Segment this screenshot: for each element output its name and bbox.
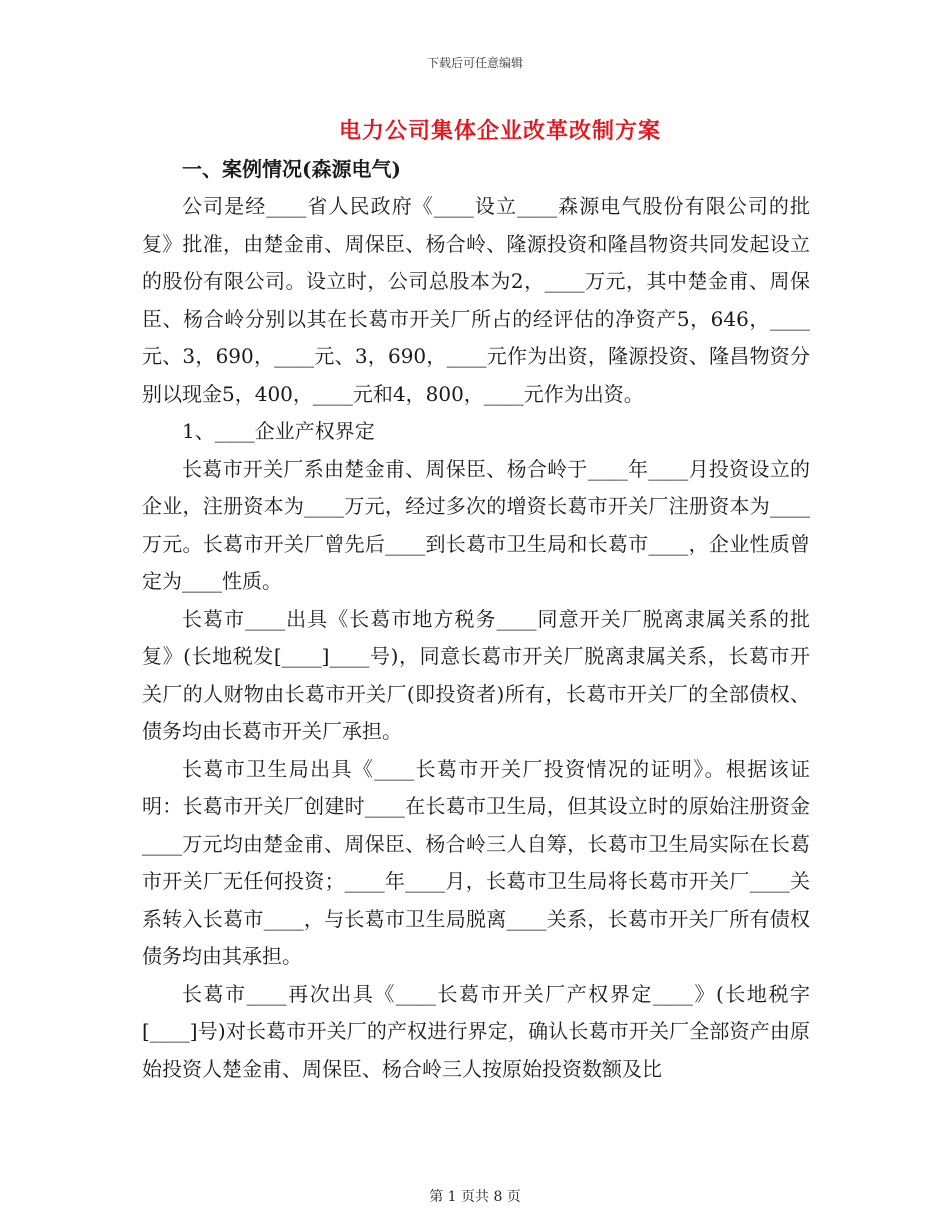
document-title: 电力公司集体企业改革改制方案 — [338, 118, 661, 144]
section-heading: 一、案例情况(森源电气) — [182, 157, 401, 181]
subheading-property-rights: 1、____企业产权界定 — [182, 419, 375, 443]
document-body — [142, 151, 810, 1088]
paragraph-tax-approval: 长葛市____出具《长葛市地方税务____同意开关厂脱离隶属关系的批复》(长地税发[____]____号)，同意长葛市开关厂脱离隶属关系，长葛市开关厂的人财物由长葛市开关厂(即投资者)所有，长葛市开关厂的全部债权、债务均由长葛市开关厂承担。 — [142, 606, 810, 743]
paragraph-company-intro: 公司是经____省人民政府《____设立____森源电气股份有限公司的批复》批准，由楚金甫、周保臣、杨合岭、隆源投资和隆昌物资共同发起设立的股份有限公司。设立时，公司总股本为2，____万元，其中楚金甫、周保臣、杨合岭分别以其在长葛市开关厂所占的经评估的净资产5，646，____元、3，690，____元、3，690，____元作为出资，隆源投资、隆昌物资分别以现金5，400，____元和4，800，____元作为出资。 — [142, 194, 810, 406]
page-header-note: 下载后可任意编辑 — [426, 56, 523, 70]
page-number: 第 1 页共 8 页 — [429, 1189, 521, 1205]
paragraph-health-bureau: 长葛市卫生局出具《____长葛市开关厂投资情况的证明》。根据该证明：长葛市开关厂创建时____在长葛市卫生局，但其设立时的原始注册资金____万元均由楚金甫、周保臣、杨合岭三人自筹，长葛市卫生局实际在长葛市开关厂无任何投资；____年____月，长葛市卫生局将长葛市开关厂____关系转入长葛市____，与长葛市卫生局脱离____关系，长葛市开关厂所有债权债务均由其承担。 — [142, 756, 810, 968]
paragraph-property-definition: 长葛市____再次出具《____长葛市开关厂产权界定____》(长地税字[____]号)对长葛市开关厂的产权进行界定，确认长葛市开关厂全部资产由原始投资人楚金甫、周保臣、杨合岭三人按原始投资数额及比 — [142, 981, 810, 1081]
paragraph-factory-origin: 长葛市开关厂系由楚金甫、周保臣、杨合岭于____年____月投资设立的企业，注册资本为____万元，经过多次的增资长葛市开关厂注册资本为____万元。长葛市开关厂曾先后____到长葛市卫生局和长葛市____，企业性质曾定为____性质。 — [142, 456, 810, 593]
